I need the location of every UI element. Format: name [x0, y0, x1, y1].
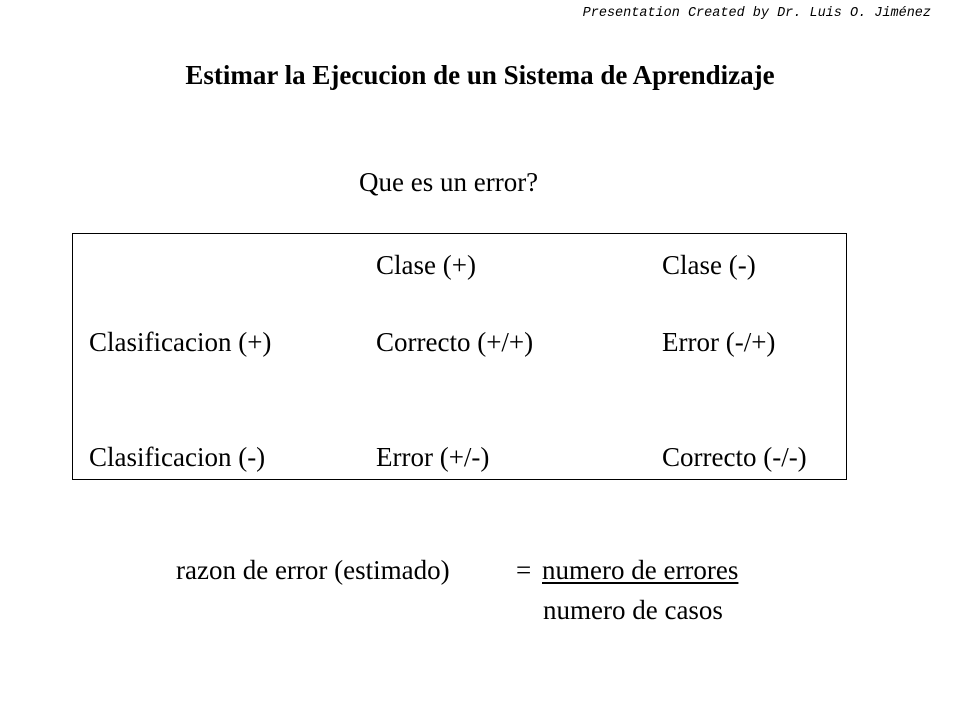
- cell-error-negative-positive: Error (-/+): [662, 327, 776, 357]
- header-clase-negative: Clase (-): [662, 250, 756, 280]
- question-text: Que es un error?: [359, 167, 539, 197]
- formula-equals: =: [516, 555, 532, 585]
- formula-label: razon de error (estimado): [176, 555, 450, 585]
- presentation-credit: Presentation Created by Dr. Luis O. Jiménez: [582, 6, 931, 21]
- slide-title: Estimar la Ejecucion de un Sistema de Aprendizaje: [185, 60, 775, 90]
- cell-correcto-negative: Correcto (-/-): [662, 442, 807, 472]
- cell-correcto-positive: Correcto (+/+): [376, 327, 534, 357]
- row-label-clasificacion-positive: Clasificacion (+): [89, 327, 272, 357]
- confusion-table: [72, 233, 847, 480]
- formula-denominator: numero de casos: [543, 595, 723, 625]
- formula-numerator: numero de errores: [542, 555, 739, 585]
- cell-error-positive-negative: Error (+/-): [376, 442, 490, 472]
- header-clase-positive: Clase (+): [376, 250, 476, 280]
- row-label-clasificacion-negative: Clasificacion (-): [89, 442, 266, 472]
